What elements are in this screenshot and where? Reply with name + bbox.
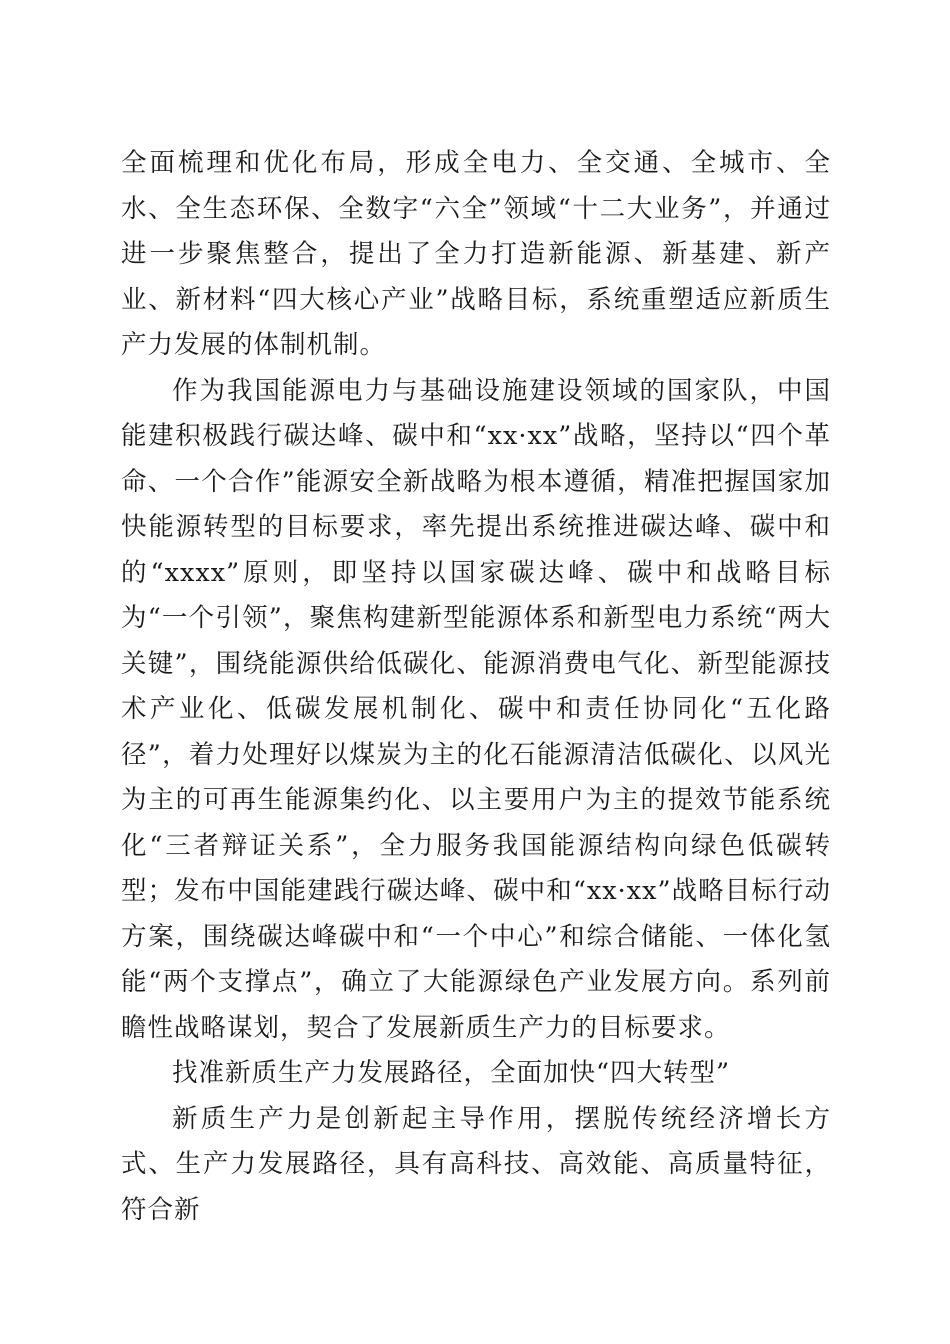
paragraph-continuation: 全面梳理和优化布局，形成全电力、全交通、全城市、全水、全生态环保、全数字“六全”领域“十二大业务”，并通过进一步聚焦整合，提出了全力打造新能源、新基建、新产业、新材料“四大核心产业”战略目标，系统重塑适应新质生产力发展的体制机制。 (121, 148, 831, 360)
paragraph-new-productivity: 新质生产力是创新起主导作用，摆脱传统经济增长方式、生产力发展路径，具有高科技、高效能、高质量特征，符合新 (121, 1103, 831, 1225)
paragraph-strategy: 作为我国能源电力与基础设施建设领域的国家队，中国能建积极践行碳达峰、碳中和“xx·xx”战略，坚持以“四个革命、一个合作”能源安全新战略为根本遵循，精准把握国家加快能源转型的目标要求，率先提出系统推进碳达峰、碳中和的“xxxx”原则，即坚持以国家碳达峰、碳中和战略目标为“一个引领”，聚焦构建新型能源体系和新型电力系统“两大关键”，围绕能源供给低碳化、能源消费电气化、新型能源技术产业化、低碳发展机制化、碳中和责任协同化“五化路径”，着力处理好以煤炭为主的化石能源清洁低碳化、以风光为主的可再生能源集约化、以主要用户为主的提效节能系统化“三者辩证关系”，全力服务我国能源结构向绿色低碳转型；发布中国能建践行碳达峰、碳中和“xx·xx”战略目标行动方案，围绕碳达峰碳中和“一个中心”和综合储能、一体化氢能“两个支撑点”，确立了大能源绿色产业发展方向。系列前瞻性战略谋划，契合了发展新质生产力的目标要求。 (121, 375, 831, 1043)
document-body (121, 141, 831, 1233)
section-heading: 找准新质生产力发展路径，全面加快“四大转型” (172, 1058, 731, 1088)
